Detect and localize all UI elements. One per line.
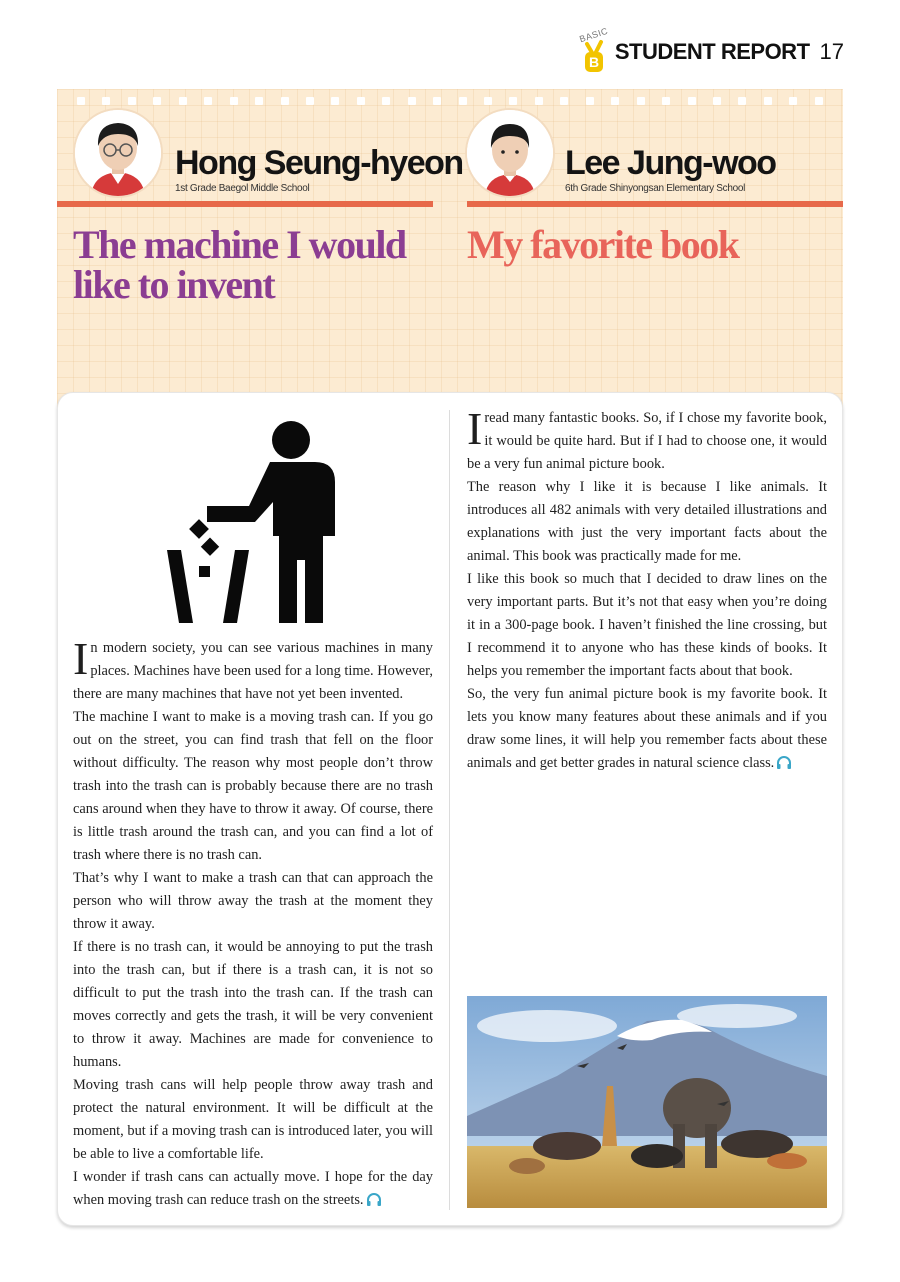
author-block-right (467, 110, 843, 210)
author-divider (57, 201, 433, 207)
person-throwing-trash-icon (165, 418, 340, 628)
paragraph: If there is no trash can, it would be annoying to put the trash into the trash can, but if there is a trash can, it is not so difficult to put the trash into the trash can. If the trash can moves correctly and gets the trash, it will be very convenient to throw it away. Machines are made for convenience to humans. (73, 939, 433, 1070)
article-title-left: The machine I would like to invent (73, 222, 406, 307)
author-school: 1st Grade Baegol Middle School (175, 183, 310, 194)
drop-cap: I (467, 403, 483, 454)
article-title-right: My favorite book (467, 222, 739, 267)
paragraph: I like this book so much that I decided to draw lines on the very important parts. But it’s not that easy when you’re doing it in a 300-page book. I haven’t finished the line crossing, but I recommend it to anyone who has these kinds of books. It helps you remember the important facts about that book. (467, 571, 827, 679)
page-number: 17 (819, 39, 844, 64)
column-divider (449, 410, 450, 1210)
report-title: STUDENT REPORT (614, 39, 810, 64)
paragraph: I read many fantastic books. So, if I chose my favorite book, it would be quite hard. But if I had to choose one, it would be a very fun animal picture book. (467, 403, 827, 472)
author-divider (467, 201, 843, 207)
avatar (467, 110, 553, 196)
logo-badge-text: BASIC (578, 25, 610, 45)
page-header (578, 25, 844, 74)
perforation-strip (77, 97, 823, 107)
author-name: Hong Seung-hyeon (175, 144, 463, 182)
article-body-right (467, 403, 827, 775)
paragraph: The machine I want to make is a moving trash can. If you go out on the street, you can find trash that fell on the floor without difficulty. The reason why most people don’t throw trash into the trash can is probably because there are no trash cans around when they have to throw it away. Of course, there is little trash around the trash can, and you can find a lot of trash where there is no trash can. (73, 709, 433, 863)
avatar (75, 110, 161, 196)
author-school: 6th Grade Shinyongsan Elementary School (565, 183, 746, 194)
animals-savanna-photo (467, 996, 827, 1208)
author-block-left (57, 110, 463, 210)
student-portrait-icon (75, 110, 161, 196)
headphones-icon (776, 755, 792, 769)
paragraph: In modern society, you can see various machines in many places. Machines have been used for a long time. However, there are many machines that have not yet been invented. (73, 633, 433, 702)
student-portrait-icon (467, 110, 553, 196)
svg-text:B: B (588, 54, 599, 70)
paragraph: Moving trash cans will help people throw away trash and protect the natural environment. It will be difficult at the moment, but if a moving trash can is introduced later, you will be able to live a comfortable life. (73, 1077, 433, 1162)
article-body-left (73, 633, 433, 1212)
basic-logo (578, 25, 610, 74)
drop-cap: I (73, 633, 89, 684)
author-name: Lee Jung-woo (565, 144, 776, 182)
paragraph: So, the very fun animal picture book is my favorite book. It lets you know many features about these animals and if you draw some lines, it will help you remember facts about these animals and get better grades in natural science class. (467, 686, 827, 771)
headphones-icon (366, 1192, 382, 1206)
paragraph: I wonder if trash cans can actually move. I hope for the day when moving trash can reduce trash on the streets. (73, 1169, 433, 1208)
paragraph: That’s why I want to make a trash can that can approach the person who will throw away the trash at the moment they throw it away. (73, 870, 433, 932)
paragraph: The reason why I like it is because I like animals. It introduces all 482 animals with very detailed illustrations and explanations with just the very important facts about the animal. This book was practically made for me. (467, 479, 827, 564)
